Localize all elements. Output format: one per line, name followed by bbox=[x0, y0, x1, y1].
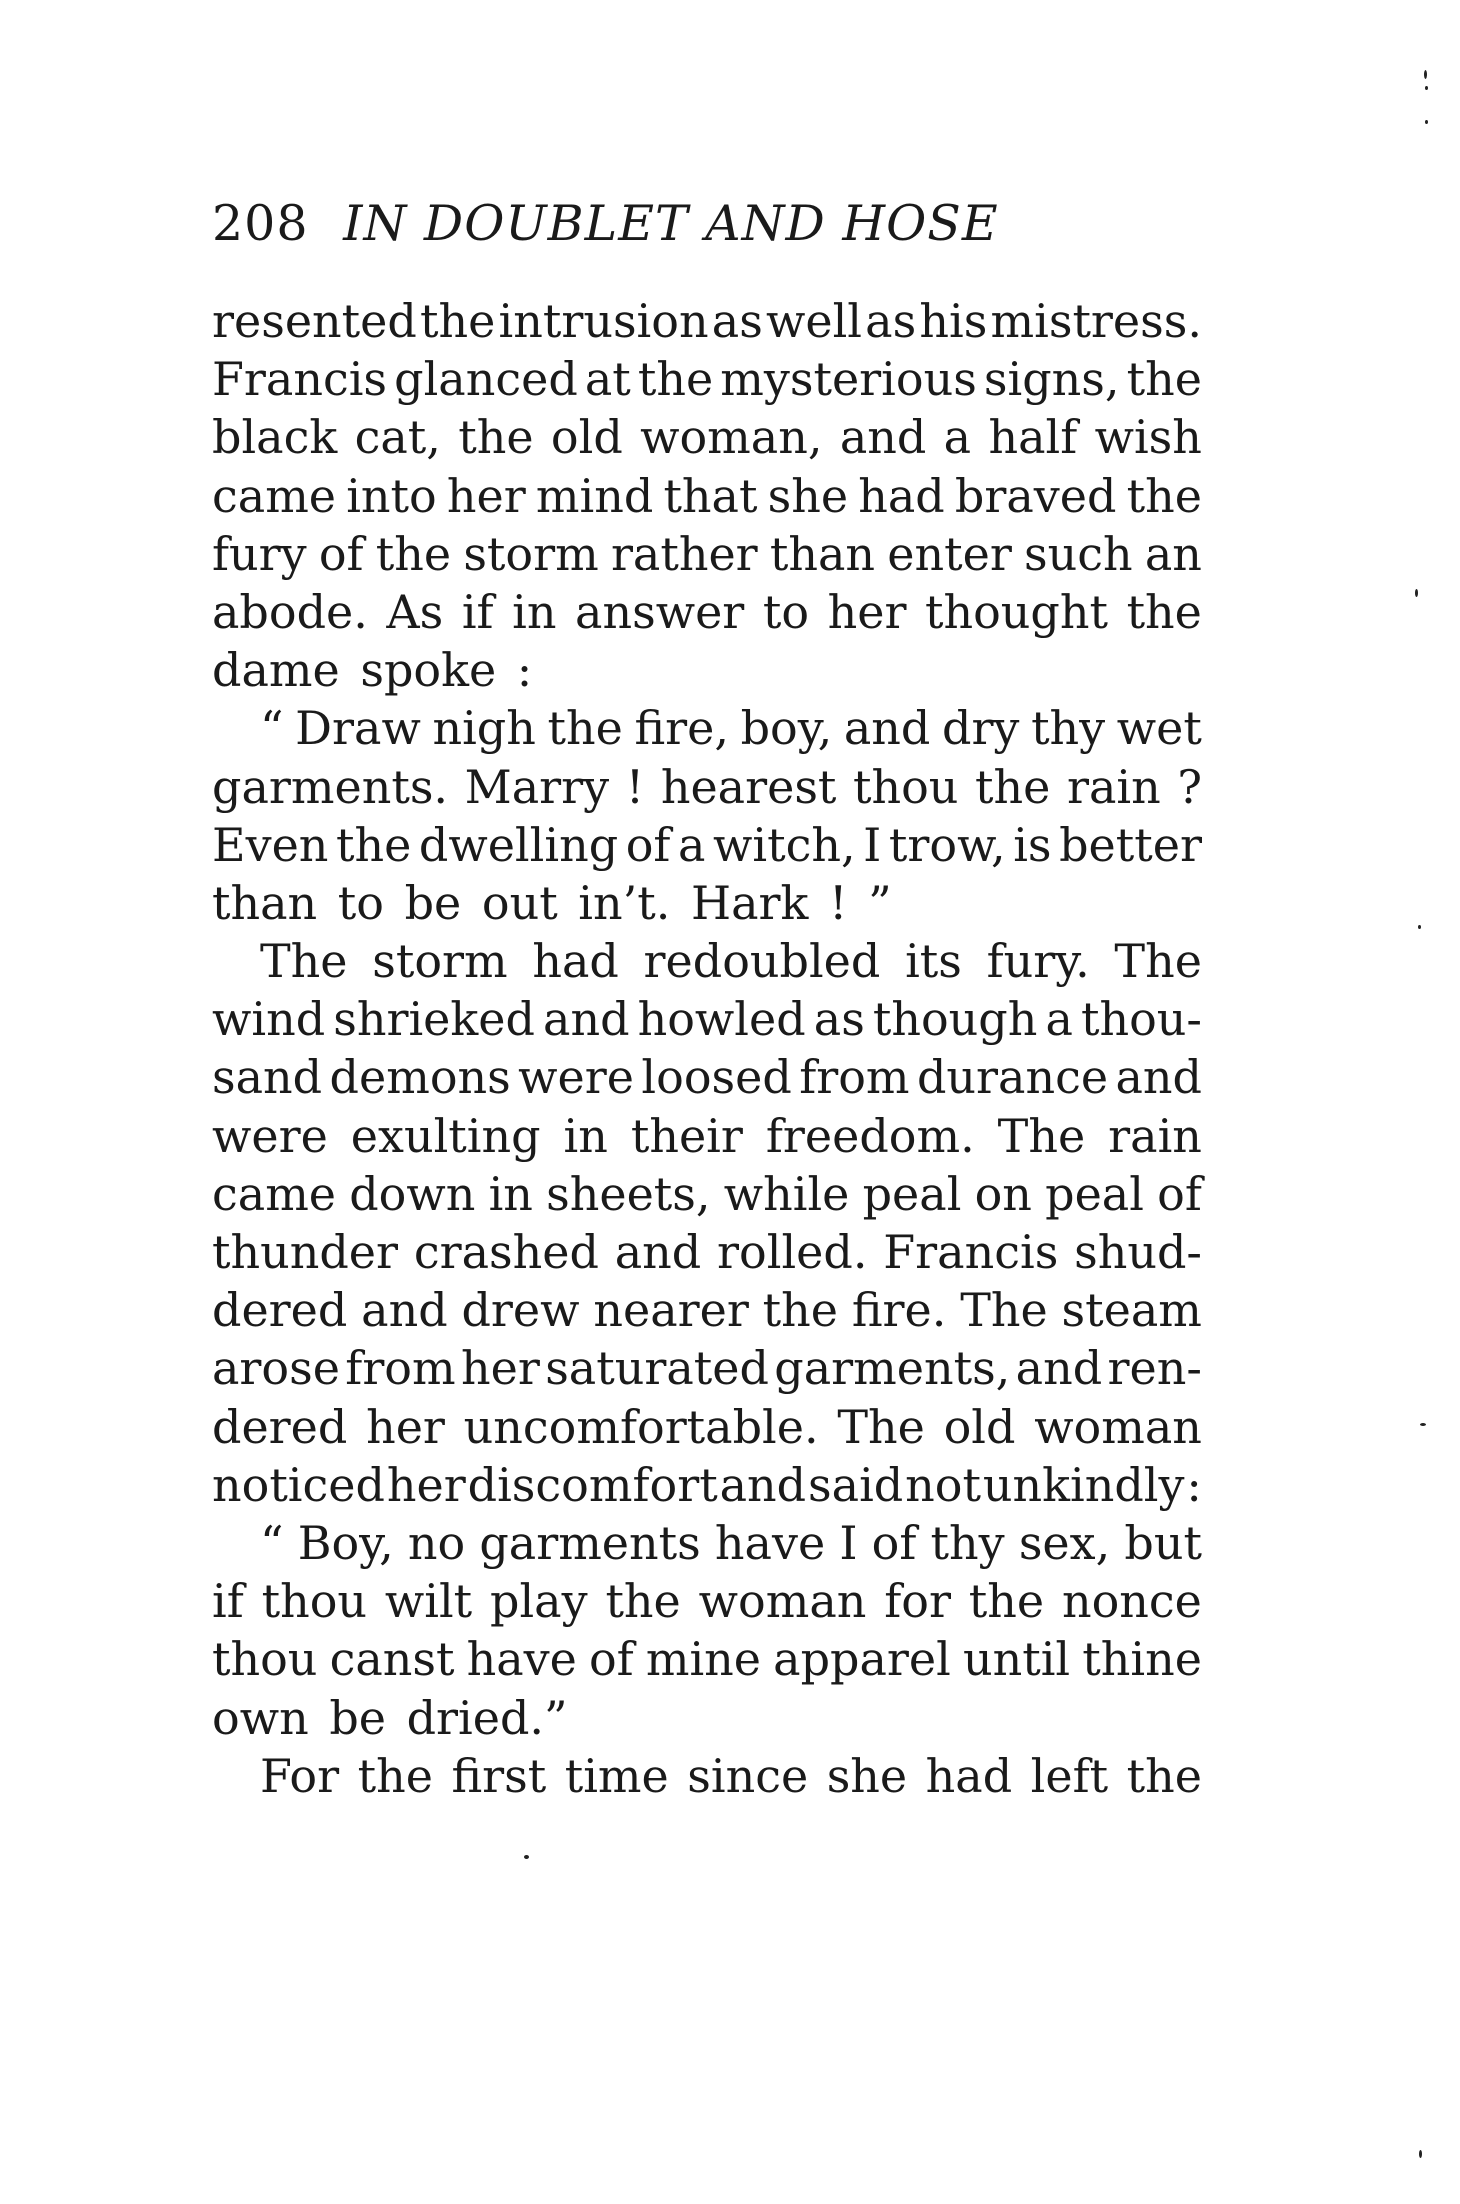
word: and bbox=[361, 1283, 448, 1338]
word: witch, bbox=[713, 817, 856, 872]
word: peal bbox=[1045, 1166, 1144, 1221]
word: no bbox=[407, 1515, 466, 1570]
word: in bbox=[488, 1166, 533, 1221]
word: sand bbox=[212, 1050, 323, 1105]
word: thought bbox=[925, 584, 1108, 639]
page-number: 208 bbox=[212, 195, 309, 252]
word: nigh bbox=[432, 701, 536, 756]
word: her bbox=[460, 1341, 540, 1396]
text-line bbox=[212, 1398, 1202, 1456]
text-line bbox=[212, 816, 1202, 874]
word: durance bbox=[916, 1050, 1109, 1105]
word: garments bbox=[479, 1515, 701, 1570]
word: steam bbox=[1061, 1283, 1202, 1338]
word: the bbox=[637, 352, 714, 407]
word: glanced bbox=[394, 352, 578, 407]
word: storm bbox=[372, 934, 508, 989]
text-line bbox=[212, 874, 1202, 932]
word: first bbox=[451, 1748, 547, 1803]
word: trow, bbox=[888, 817, 1006, 872]
word: rather bbox=[610, 526, 758, 581]
word: her bbox=[827, 584, 907, 639]
scan-speck bbox=[1425, 86, 1428, 90]
text-line bbox=[212, 292, 1202, 350]
word: had bbox=[925, 1748, 1013, 1803]
scan-speck bbox=[1424, 70, 1427, 79]
word: discomfort bbox=[467, 1457, 718, 1512]
word: their bbox=[630, 1108, 743, 1163]
text-line bbox=[212, 758, 1202, 816]
word: rain bbox=[1108, 1108, 1202, 1163]
word: garments. bbox=[212, 759, 449, 814]
word: apparel bbox=[773, 1632, 951, 1687]
word: fire. bbox=[851, 1283, 947, 1338]
scan-speck bbox=[1415, 589, 1418, 597]
word: signs, bbox=[983, 352, 1120, 407]
word: noticed bbox=[212, 1457, 385, 1512]
word: nearer bbox=[593, 1283, 749, 1338]
word: in bbox=[512, 584, 557, 639]
scan-speck bbox=[1419, 2150, 1422, 2158]
word: the bbox=[420, 294, 496, 348]
word: into bbox=[346, 468, 437, 523]
word: were bbox=[518, 1050, 634, 1105]
word: and bbox=[719, 1457, 807, 1512]
word: uncomfortable. bbox=[463, 1399, 819, 1454]
word: I bbox=[839, 1515, 858, 1570]
word: left bbox=[1030, 1748, 1109, 1803]
word: his bbox=[919, 294, 988, 348]
word: braved bbox=[954, 468, 1117, 523]
word: rolled. bbox=[717, 1225, 868, 1279]
word: the bbox=[547, 701, 623, 756]
word: its bbox=[905, 934, 962, 989]
word: boy, bbox=[740, 701, 833, 756]
word: As bbox=[386, 584, 444, 639]
word: an bbox=[1144, 526, 1202, 581]
text-line bbox=[212, 467, 1202, 525]
word: and bbox=[843, 701, 931, 756]
word: the bbox=[1126, 1748, 1202, 1803]
word: but bbox=[1124, 1515, 1202, 1570]
word: The bbox=[260, 934, 348, 989]
word: The bbox=[997, 1108, 1086, 1163]
word: until bbox=[962, 1632, 1071, 1687]
word: ! bbox=[625, 759, 645, 814]
word: were bbox=[212, 1108, 328, 1163]
word: dered bbox=[212, 1283, 348, 1338]
word: she bbox=[767, 468, 849, 523]
word: at bbox=[584, 352, 631, 407]
word: dwelling bbox=[418, 817, 619, 872]
word: a bbox=[678, 817, 706, 872]
word: better bbox=[1059, 817, 1202, 872]
running-head bbox=[212, 192, 999, 256]
word: from bbox=[345, 1341, 456, 1396]
text-line bbox=[212, 1514, 1202, 1572]
word: the bbox=[968, 1574, 1045, 1629]
scan-speck bbox=[524, 1855, 529, 1859]
word: of bbox=[1157, 1166, 1202, 1221]
word: thou- bbox=[1080, 992, 1202, 1047]
word: ren- bbox=[1107, 1341, 1202, 1396]
text-line bbox=[212, 1223, 1202, 1281]
text-line bbox=[212, 1165, 1202, 1223]
word: the bbox=[458, 410, 534, 465]
word: not bbox=[905, 1457, 981, 1512]
text-line bbox=[212, 350, 1202, 408]
word: sex, bbox=[1018, 1515, 1111, 1570]
word: mine bbox=[645, 1632, 762, 1687]
word: and bbox=[1115, 1050, 1202, 1105]
word: unkindly bbox=[982, 1457, 1185, 1512]
word: Francis bbox=[212, 352, 388, 407]
word: crashed bbox=[413, 1225, 599, 1279]
word: nonce bbox=[1061, 1574, 1202, 1629]
word: woman bbox=[698, 1574, 867, 1629]
word: and bbox=[543, 992, 630, 1047]
word: shrieked bbox=[333, 992, 535, 1047]
text-line bbox=[212, 1630, 1202, 1688]
word: thine bbox=[1082, 1632, 1202, 1687]
word: resented bbox=[212, 294, 417, 348]
word: Marry bbox=[464, 759, 610, 814]
word: though bbox=[872, 992, 1038, 1047]
word: from bbox=[799, 1050, 910, 1105]
word: loosed bbox=[641, 1050, 792, 1105]
word: For bbox=[260, 1748, 340, 1803]
text-line bbox=[212, 699, 1202, 757]
word: her bbox=[386, 1457, 466, 1512]
word: woman bbox=[1034, 1399, 1202, 1454]
word: intrusion bbox=[498, 294, 709, 348]
word: wind bbox=[212, 992, 326, 1047]
word: such bbox=[1024, 526, 1133, 581]
word: mysterious bbox=[720, 352, 977, 407]
word: of bbox=[588, 1632, 634, 1687]
word: of bbox=[625, 817, 671, 872]
word: had bbox=[858, 468, 945, 523]
word: cat, bbox=[354, 410, 441, 465]
text-line bbox=[212, 1281, 1202, 1339]
word: saturated bbox=[545, 1341, 769, 1396]
word: the bbox=[335, 817, 412, 872]
word: have bbox=[466, 1632, 577, 1687]
word: Even bbox=[212, 817, 329, 872]
word: thou bbox=[853, 759, 959, 814]
word: freedom. bbox=[765, 1108, 975, 1163]
word: I bbox=[863, 817, 882, 872]
word: while bbox=[723, 1166, 850, 1221]
text-line-content: than to be out in’t. Hark ! ” bbox=[212, 875, 892, 930]
word: and bbox=[1015, 1341, 1103, 1396]
word: the bbox=[1126, 584, 1202, 639]
word: shud- bbox=[1074, 1225, 1202, 1279]
word: wilt bbox=[384, 1574, 473, 1629]
word: rain bbox=[1066, 759, 1161, 814]
word: exulting bbox=[350, 1108, 541, 1163]
word: redoubled bbox=[643, 934, 881, 989]
word: thy bbox=[1031, 701, 1106, 756]
word: and bbox=[614, 1225, 702, 1279]
word: old bbox=[550, 410, 623, 465]
word: of bbox=[871, 1515, 917, 1570]
word: sheets, bbox=[546, 1166, 711, 1221]
text-line bbox=[212, 1456, 1202, 1514]
word: answer bbox=[575, 584, 745, 639]
word: hearest bbox=[660, 759, 837, 814]
word: fury. bbox=[986, 934, 1090, 989]
text-line bbox=[212, 990, 1202, 1048]
word: dry bbox=[942, 701, 1020, 756]
word: as bbox=[865, 294, 917, 348]
word: mistress. bbox=[990, 294, 1202, 348]
text-line-content: dame spoke : bbox=[212, 643, 533, 698]
word: black bbox=[212, 410, 338, 465]
text-line bbox=[212, 1572, 1202, 1630]
word: if bbox=[461, 584, 494, 639]
word: as bbox=[813, 992, 865, 1047]
word: down bbox=[349, 1166, 476, 1221]
word: abode. bbox=[212, 584, 368, 639]
word: half bbox=[988, 410, 1078, 465]
word: came bbox=[212, 468, 337, 523]
text-line bbox=[212, 408, 1202, 466]
word: said bbox=[808, 1457, 904, 1512]
word: thou bbox=[261, 1574, 368, 1629]
word: Boy, bbox=[297, 1515, 394, 1570]
word: to bbox=[762, 584, 810, 639]
text-line bbox=[212, 641, 1202, 699]
text-line bbox=[212, 1747, 1202, 1805]
word: the bbox=[975, 759, 1051, 814]
word: old bbox=[943, 1399, 1016, 1454]
text-line bbox=[212, 1107, 1202, 1165]
word: a bbox=[943, 410, 972, 465]
word: than bbox=[769, 526, 876, 581]
text-line bbox=[212, 1689, 1202, 1747]
word: canst bbox=[329, 1632, 455, 1687]
text-line-content: own be dried.” bbox=[212, 1690, 568, 1745]
word: woman, bbox=[640, 410, 823, 465]
word: thou bbox=[212, 1632, 318, 1687]
word: well bbox=[765, 294, 862, 348]
word: on bbox=[974, 1166, 1032, 1221]
word: time bbox=[564, 1748, 669, 1803]
word: fire, bbox=[634, 701, 729, 756]
text-line bbox=[212, 932, 1202, 990]
word: the bbox=[357, 1748, 433, 1803]
word: garments, bbox=[774, 1341, 1011, 1396]
word: the bbox=[375, 526, 452, 581]
word: howled bbox=[637, 992, 806, 1047]
word: her bbox=[446, 468, 526, 523]
word: had bbox=[532, 934, 619, 989]
word: the bbox=[1126, 468, 1202, 523]
scan-speck bbox=[1425, 120, 1428, 124]
word: have bbox=[714, 1515, 826, 1570]
word: : bbox=[1186, 1457, 1202, 1512]
word: ? bbox=[1177, 759, 1202, 814]
word: the bbox=[605, 1574, 681, 1629]
word: “ bbox=[260, 1515, 284, 1570]
word: that bbox=[663, 468, 758, 523]
word: drew bbox=[461, 1283, 580, 1338]
text-line bbox=[212, 583, 1202, 641]
body-text bbox=[212, 292, 1202, 1805]
word: The bbox=[837, 1399, 925, 1454]
word: her bbox=[366, 1399, 445, 1454]
word: dered bbox=[212, 1399, 348, 1454]
word: is bbox=[1013, 817, 1052, 872]
word: of bbox=[318, 526, 364, 581]
text-line bbox=[212, 525, 1202, 583]
text-line bbox=[212, 1339, 1202, 1397]
word: she bbox=[826, 1748, 908, 1803]
book-title: IN DOUBLET AND HOSE bbox=[343, 195, 999, 252]
word: wet bbox=[1116, 701, 1202, 756]
word: Francis bbox=[883, 1225, 1059, 1279]
scan-speck bbox=[1418, 925, 1421, 929]
word: wish bbox=[1094, 410, 1202, 465]
word: Draw bbox=[295, 701, 421, 756]
word: since bbox=[687, 1748, 809, 1803]
word: the bbox=[762, 1283, 839, 1338]
word: in bbox=[563, 1108, 608, 1163]
word: The bbox=[960, 1283, 1048, 1338]
word: mind bbox=[535, 468, 654, 523]
word: demons bbox=[329, 1050, 511, 1105]
word: enter bbox=[887, 526, 1012, 581]
word: peal bbox=[862, 1166, 962, 1221]
word: for bbox=[884, 1574, 951, 1629]
word: play bbox=[490, 1574, 588, 1629]
word: a bbox=[1045, 992, 1073, 1047]
word: thy bbox=[930, 1515, 1005, 1570]
word: storm bbox=[463, 526, 599, 581]
word: arose bbox=[212, 1341, 340, 1396]
scan-speck bbox=[1420, 1423, 1426, 1426]
word: if bbox=[212, 1574, 244, 1629]
text-line bbox=[212, 1048, 1202, 1106]
word: The bbox=[1114, 934, 1202, 989]
word: as bbox=[711, 294, 763, 348]
word: “ bbox=[260, 701, 284, 756]
word: fury bbox=[212, 526, 307, 581]
word: thunder bbox=[212, 1225, 399, 1279]
word: the bbox=[1126, 352, 1202, 407]
word: came bbox=[212, 1166, 337, 1221]
word: and bbox=[839, 410, 927, 465]
